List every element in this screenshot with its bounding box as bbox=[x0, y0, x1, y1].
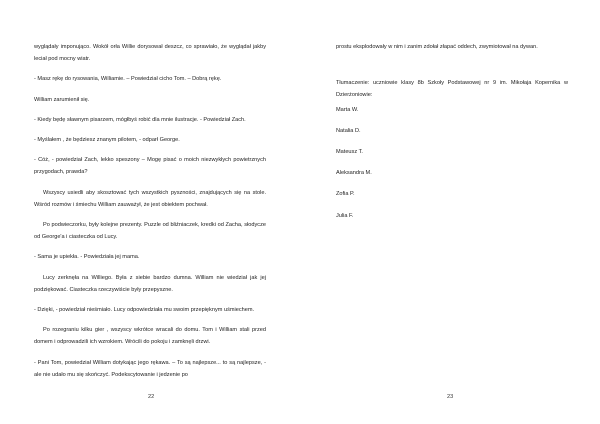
translation-credit: Tłumaczenie: uczniowie klasy 8b Szkoły Podstawowej nr 9 im. Mikołaja Kopernika w Dzierżoniowie: bbox=[336, 80, 568, 99]
translator-name: Marta W. bbox=[336, 106, 359, 113]
translator-list bbox=[336, 104, 568, 222]
paragraph: wyglądały imponująco. Wokół orła Willie dorysował deszcz, co sprawiało, że wyglądał jakby leciał pod mocny wiatr. bbox=[34, 44, 266, 63]
paragraph: - Myślałem , że będziesz znanym pilotem, - odparł George. bbox=[34, 137, 180, 144]
paragraph: - Dzięki, - powiedział nieśmiało. Lucy odpowiedziała mu swoim przepięknym uśmiechem. bbox=[34, 307, 255, 314]
page-number: 23 bbox=[447, 394, 454, 400]
paragraph: - Sama je upiekła. - Powiedziała jej mama. bbox=[34, 254, 140, 261]
left-page-text bbox=[34, 41, 266, 389]
paragraph: - Kiedy będę sławnym pisarzem, mógłbyś robić dla mnie ilustracje. - Powiedział Zach. bbox=[34, 116, 246, 123]
translator-name: Julia F. bbox=[336, 212, 354, 219]
paragraph: - Cóż, - powiedział Zach, lekko speszony – Mogę pisać o moich niezwykłych powietrznych przygodach, prawda? bbox=[34, 157, 266, 176]
right-page-text bbox=[336, 41, 568, 231]
paragraph: - Pani Tom, powiedział William dotykając jego rękawa. – To są najlepsze... to są najlepsze, - ale nie udało mu się skończyć. Podekscytowanie i jedzenie po bbox=[34, 359, 266, 378]
page-number: 22 bbox=[148, 394, 155, 400]
paragraph: Po podwieczorku, były kolejne prezenty. Puzzle od bliźniaczek, kredki od Zacha, słodycze od George'a i ciasteczka od Lucy. bbox=[34, 222, 266, 241]
paragraph: Wszyscy usiedli aby skosztować tych wszystkich pyszności, znajdujących się na stole. Wśród rozmów i śmiechu William zauważył, że jest obiektem pochwał. bbox=[34, 189, 266, 208]
paragraph: - Masz rękę do rysowania, Williamie. – Powiedział cicho Tom. – Dobrą rękę. bbox=[34, 76, 222, 83]
translator-name: Aleksandra M. bbox=[336, 170, 372, 177]
translator-name: Mateusz T. bbox=[336, 149, 363, 156]
translator-name: Zofia P. bbox=[336, 191, 355, 198]
right-page bbox=[300, 0, 600, 424]
translator-name: Natalia D. bbox=[336, 127, 361, 134]
paragraph: prostu eksplodowały w nim i zanim zdołał złapać oddech, zwymiotował na dywan. bbox=[336, 44, 538, 50]
paragraph: Lucy zerknęła na Williego. Była z siebie bardzo dumna. William nie wiedział jak jej podziękować. Ciasteczka rzeczywiście były przepyszne. bbox=[34, 274, 266, 293]
paragraph: William zarumienił się. bbox=[34, 96, 90, 103]
paragraph: Po rozegraniu kilku gier , wszyscy wkrótce wracali do domu. Tom i William stali przed domem i odprowadzili ich wzrokiem. Wrócili do pokoju i zamknęli drzwi. bbox=[34, 327, 266, 346]
